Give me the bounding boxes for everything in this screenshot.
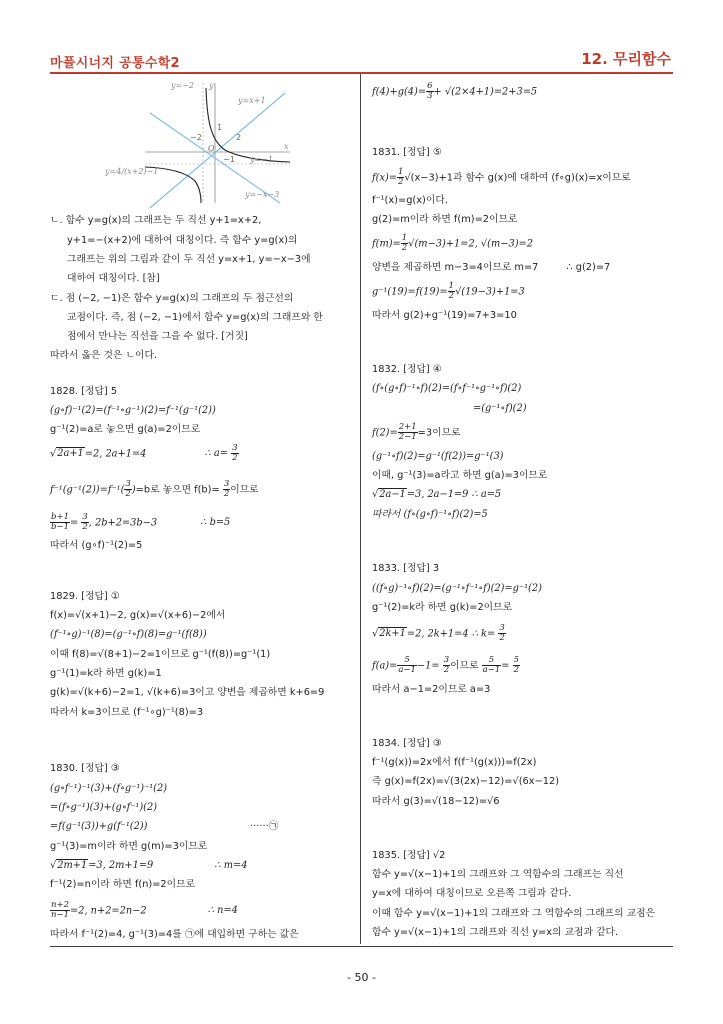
text-line: 따라서 옳은 것은 ㄴ이다. <box>50 350 158 361</box>
text-line: =f(g⁻¹(3))+g(f⁻¹(2)) <box>50 821 148 832</box>
text-line: 따라서 f⁻¹(2)=4, g⁻¹(3)=4를 ㉠에 대입하면 구하는 값은 <box>50 929 299 940</box>
equation-mark: ······㉠ <box>250 821 279 832</box>
text-line: y=x에 대하여 대칭이므로 오른쪽 그림과 같다. <box>372 888 572 899</box>
text-line: g⁻¹(3)=m이라 하면 g(m)=3이므로 <box>50 841 208 852</box>
problem-title-1831: 1831. [정답] ⑤ <box>372 147 442 158</box>
text-line: 이때 f(8)=√(8+1)−2=1이므로 g⁻¹(f(8))=g⁻¹(1) <box>50 649 271 660</box>
text-line: ㄴ. 함수 y=g(x)의 그래프는 두 직선 y+1=x+2, <box>50 215 262 226</box>
equation-line: √2a−1=3, 2a−1=9 ∴ a=5 <box>372 489 502 500</box>
text-line: 이때, g⁻¹(3)=a라고 하면 g(a)=3이므로 <box>372 470 548 481</box>
equation-line: f(2)= $\frac{2+1}{2-1}$ =3이므로 <box>372 422 461 442</box>
left-column <box>50 210 355 940</box>
text-line: 이때 함수 y=√(x−1)+1의 그래프와 그 역함수의 그래프의 교점은 <box>372 908 656 919</box>
text-line: 따라서 g(3)=√(18−12)=√6 <box>372 796 500 807</box>
text-line: 양변을 제곱하면 m−3=4이므로 m=7 ∴ g(2)=7 <box>372 262 611 273</box>
label-func: y=4/(x+2)−1 <box>105 167 159 176</box>
text-line: g(k)=√(k+6)−2=1, √(k+6)=3이고 양변을 제곱하면 k+6=9 <box>50 687 325 698</box>
text-line: 따라서 (f∘(g∘f)⁻¹∘f)(2)=5 <box>372 509 488 520</box>
text-line: y+1=−(x+2)에 대하여 대칭이다. 즉 함수 y=g(x)의 <box>67 235 298 246</box>
label-x-axis: x <box>284 142 289 151</box>
text-line: 함수 y=√(x−1)+1의 그래프와 직선 y=x의 교점과 같다. <box>372 927 619 938</box>
text-line: 그래프는 위의 그림과 같이 두 직선 y=x+1, y=−x−3에 <box>67 254 311 265</box>
label-y-eq-m2: y=−2 <box>171 81 195 90</box>
equation-line: f⁻¹(g⁻¹(2))=f⁻¹( $\frac{3}{2}$ )=b로 놓으면 f(b)= $\frac{3}{2}$ 이므로 <box>50 479 259 499</box>
equation-line: √2k+1=2, 2k+1=4 ∴ k= $\frac{3}{2}$ <box>372 623 505 643</box>
label-two-x: 2 <box>236 133 242 142</box>
problem-title-1834: 1834. [정답] ③ <box>372 738 442 749</box>
text-line: 즉 g(x)=f(2x)=√(3(2x)−12)=√(6x−12) <box>372 776 560 787</box>
text-line: 대하여 대칭이다. [참] <box>67 273 160 284</box>
column-divider <box>360 74 361 944</box>
problem-title-1833: 1833. [정답] 3 <box>372 563 440 574</box>
problem-title-1832: 1832. [정답] ④ <box>372 364 442 375</box>
equation-line: f(a)= $\frac{5}{a-1}$ −1= $\frac{3}{2}$ 이므로 $\frac{5}{a-1}$ = $\frac{5}{2}$ <box>372 655 520 675</box>
equation-line: f(4)+g(4)= $\frac{6}{3}$ + √(2×4+1)=2+3=5 <box>372 81 538 101</box>
book-title: 마플시너지 공통수학2 <box>50 56 180 71</box>
chapter-title: 12. 무리함수 <box>581 50 671 68</box>
equation-line: g⁻¹(19)=f(19)= $\frac{1}{2}$ √(19−3)+1=3 <box>372 281 525 301</box>
text-line: ((f∘g)⁻¹∘f)(2)=(g⁻¹∘f⁻¹∘f)(2)=g⁻¹(2) <box>372 583 542 594</box>
right-column <box>372 78 677 938</box>
text-line: =(g⁻¹∘f)(2) <box>473 403 527 414</box>
equation-line: √2a+1=2, 2a+1=4 ∴ a= $\frac{3}{2}$ <box>50 443 238 463</box>
text-line: 함수 y=√(x−1)+1의 그래프와 그 역함수의 그래프는 직선 <box>372 869 624 880</box>
problem-title-1830: 1830. [정답] ③ <box>50 763 120 774</box>
asymptote-graph <box>105 78 295 208</box>
page-number: - 50 - <box>347 971 376 984</box>
text-line: (g⁻¹∘f)(2)=g⁻¹(f(2))=g⁻¹(3) <box>372 451 504 462</box>
label-y-eq-xp1: y=x+1 <box>238 96 266 105</box>
text-line: (g∘f)⁻¹(2)=(f⁻¹∘g⁻¹)(2)=f⁻¹(g⁻¹(2)) <box>50 405 216 416</box>
text-line: g⁻¹(2)=a로 놓으면 g(a)=2이므로 <box>50 424 201 435</box>
label-y-eq-mx3: y=−x−3 <box>245 190 280 199</box>
text-line: g(2)=m이라 하면 f(m)=2이므로 <box>372 214 518 225</box>
text-line: g⁻¹(1)=k라 하면 g(k)=1 <box>50 668 162 679</box>
equation-line: $\frac{b+1}{b-1}$ = $\frac{3}{2}$ , 2b+2=3b−3 ∴ b=5 <box>51 512 231 532</box>
text-line: 교점이다. 즉, 점 (−2, −1)에서 함수 y=g(x)의 그래프와 한 <box>67 312 323 323</box>
equation-line: $\frac{n+2}{n-1}$ =2, n+2=2n−2 ∴ n=4 <box>51 900 238 920</box>
label-neg-one-x: −1 <box>223 155 235 164</box>
equation-line: f(m)= $\frac{1}{2}$ √(m−3)+1=2, √(m−3)=2 <box>372 233 533 253</box>
text-line: f⁻¹(x)=g(x)이다. <box>372 195 448 206</box>
label-two-y: −2 <box>190 133 202 142</box>
text-line: =(f∘g⁻¹)(3)+(g∘f⁻¹)(2) <box>50 802 158 813</box>
label-origin: O <box>208 144 215 153</box>
text-line: 점에서 만나는 직선을 그을 수 없다. [거짓] <box>67 331 248 342</box>
text-line: 따라서 k=3이므로 (f⁻¹∘g)⁻¹(8)=3 <box>50 707 204 718</box>
text-line: (f∘(g∘f)⁻¹∘f)(2)=(f∘f⁻¹∘g⁻¹∘f)(2) <box>372 383 522 394</box>
header-rule <box>50 72 673 74</box>
text-line: 따라서 (g∘f)⁻¹(2)=5 <box>50 540 143 551</box>
label-one: 1 <box>217 123 223 132</box>
footer-rule <box>50 946 673 947</box>
label-y-axis: y <box>209 81 214 90</box>
label-y-eq-m1: y=−1 <box>250 155 274 164</box>
text-line: 따라서 g(2)+g⁻¹(19)=7+3=10 <box>372 310 517 321</box>
problem-title-1828: 1828. [정답] 5 <box>50 386 118 397</box>
text-line: f⁻¹(g(x))=2x에서 f(f⁻¹(g(x)))=f(2x) <box>372 757 537 768</box>
text-line: f(x)=√(x+1)−2, g(x)=√(x+6)−2에서 <box>50 610 226 621</box>
equation-line: √2m+1=3, 2m+1=9 ∴ m=4 <box>50 860 248 871</box>
text-line: 따라서 a−1=2이므로 a=3 <box>372 684 491 695</box>
text-line: g⁻¹(2)=k라 하면 g(k)=2이므로 <box>372 602 513 613</box>
text-line: (g∘f⁻¹)⁻¹(3)+(f∘g⁻¹)⁻¹(2) <box>50 783 168 794</box>
text-line: ㄷ. 점 (−2, −1)은 함수 y=g(x)의 그래프의 두 점근선의 <box>50 293 294 304</box>
text-line: (f⁻¹∘g)⁻¹(8)=(g⁻¹∘f)(8)=g⁻¹(f(8)) <box>50 629 207 640</box>
text-line: f⁻¹(2)=n이라 하면 f(n)=2이므로 <box>50 879 196 890</box>
problem-title-1829: 1829. [정답] ① <box>50 591 120 602</box>
problem-title-1835: 1835. [정답] √2 <box>372 850 446 861</box>
equation-line: f(x)= $\frac{1}{2}$ √(x−3)+1과 함수 g(x)에 대하여 (f∘g)(x)=x이므로 <box>372 167 631 187</box>
